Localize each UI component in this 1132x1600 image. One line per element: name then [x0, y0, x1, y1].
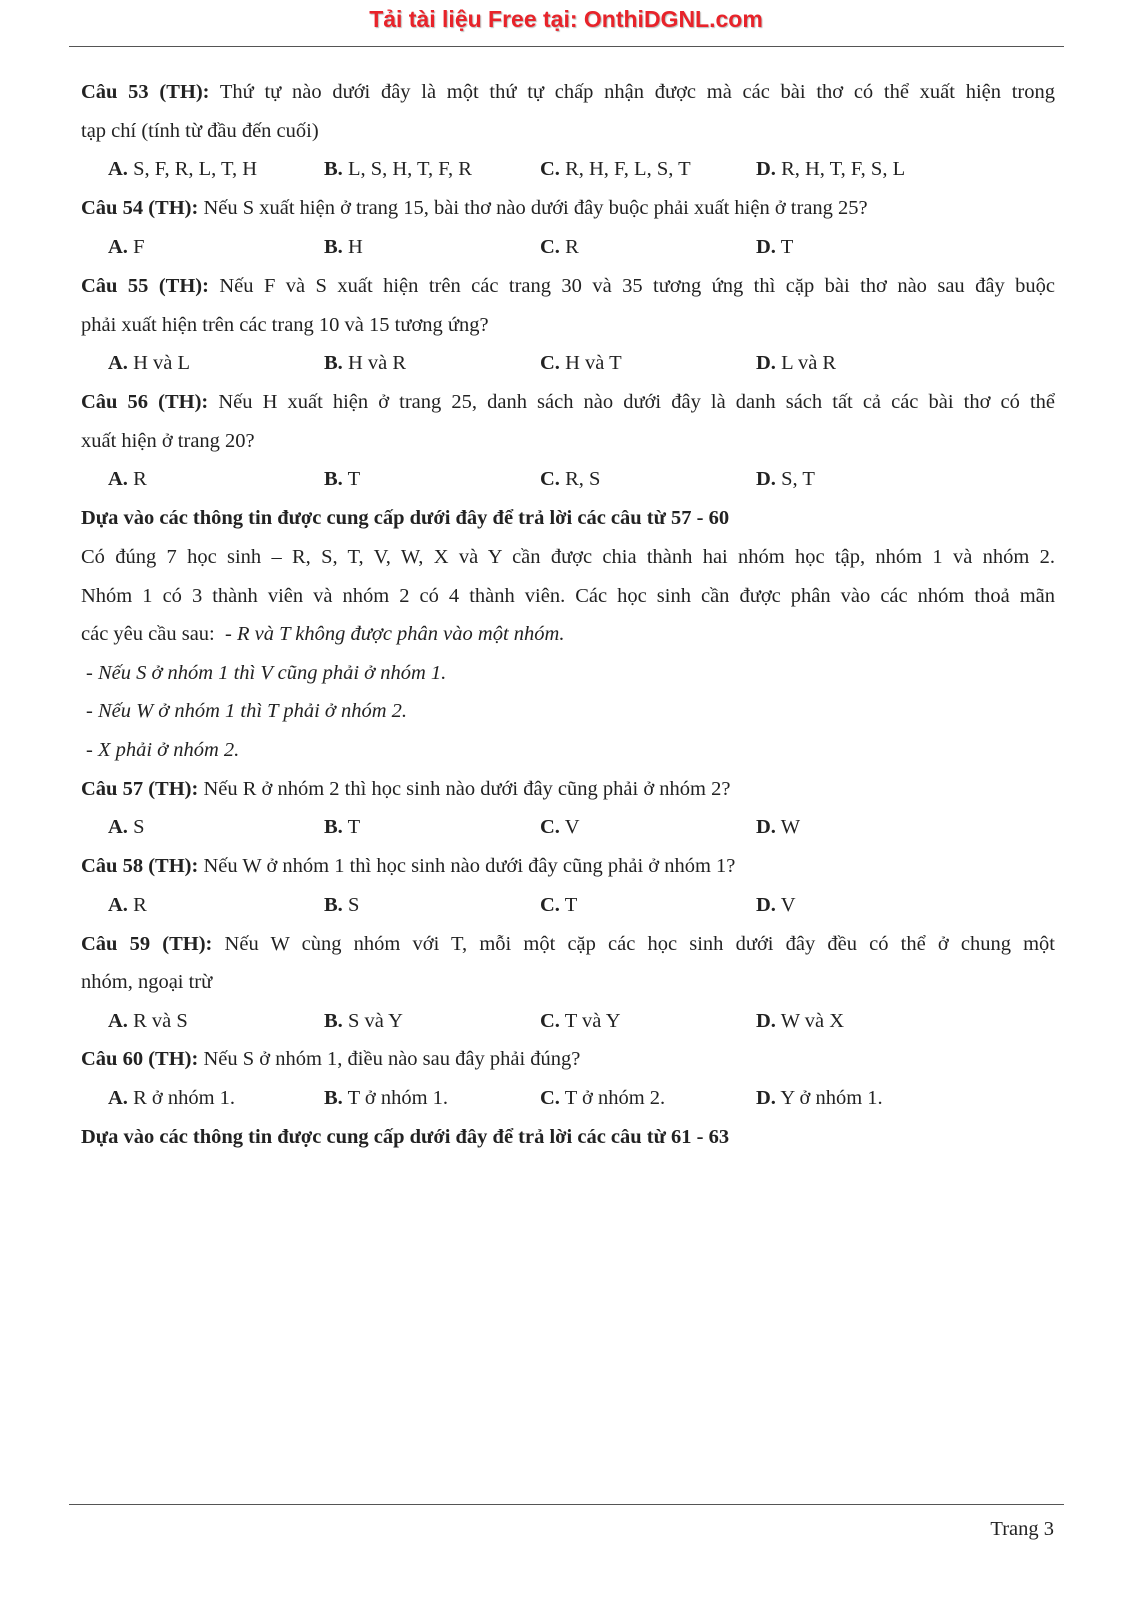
rule-item: - Nếu S ở nhóm 1 thì V cũng phải ở nhóm 1. — [86, 662, 447, 684]
page-number: Trang 3 — [990, 1518, 1054, 1540]
option-d: D. T — [756, 236, 794, 258]
option-d: D. R, H, T, F, S, L — [756, 158, 906, 180]
option-b: B. T — [324, 468, 361, 490]
rule-item: - Nếu W ở nhóm 1 thì T phải ở nhóm 2. — [86, 700, 408, 722]
question-label: Câu 60 (TH): — [81, 1048, 199, 1070]
question-text: Nếu H xuất hiện ở trang 25, danh sách nào dưới đây là danh sách tất cả các bài thơ có thể — [218, 391, 1055, 413]
question-text-continued: nhóm, ngoại trừ — [81, 971, 213, 993]
option-b: B. H — [324, 236, 363, 258]
passage-line: Nhóm 1 có 3 thành viên và nhóm 2 có 4 thành viên. Các học sinh cần được phân vào các nhóm thoả mãn — [81, 585, 1055, 607]
question-text: Nếu S ở nhóm 1, điều nào sau đây phải đúng? — [203, 1048, 581, 1070]
question-text: Thứ tự nào dưới đây là một thứ tự chấp nhận được mà các bài thơ có thể xuất hiện trong — [219, 81, 1055, 103]
option-a: A. R và S — [108, 1010, 188, 1032]
question-label: Câu 54 (TH): — [81, 197, 199, 219]
option-a: A. R — [108, 468, 147, 490]
option-a: A. R ở nhóm 1. — [108, 1087, 236, 1109]
question-57 — [81, 776, 1055, 802]
question-text: Nếu S xuất hiện ở trang 15, bài thơ nào dưới đây buộc phải xuất hiện ở trang 25? — [203, 197, 868, 219]
question-58 — [81, 853, 1055, 879]
option-c: C. R — [540, 236, 579, 258]
option-c: C. R, S — [540, 468, 601, 490]
option-c: C. H và T — [540, 352, 622, 374]
question-text: Nếu R ở nhóm 2 thì học sinh nào dưới đây cũng phải ở nhóm 2? — [203, 778, 731, 800]
option-b: B. T — [324, 816, 361, 838]
question-text: Nếu W ở nhóm 1 thì học sinh nào dưới đây cũng phải ở nhóm 1? — [203, 855, 736, 877]
question-60 — [81, 1046, 1055, 1072]
rule-item: - R và T không được phân vào một nhóm. — [225, 623, 565, 645]
option-a: A. H và L — [108, 352, 190, 374]
option-b: B. S — [324, 894, 360, 916]
rule-item: - X phải ở nhóm 2. — [86, 739, 240, 761]
option-c: C. R, H, F, L, S, T — [540, 158, 691, 180]
question-59 — [81, 931, 1055, 957]
option-c: C. V — [540, 816, 580, 838]
question-label: Câu 55 (TH): — [81, 275, 209, 297]
question-text-continued: tạp chí (tính từ đầu đến cuối) — [81, 120, 319, 142]
option-b: B. S và Y — [324, 1010, 403, 1032]
option-c: C. T ở nhóm 2. — [540, 1087, 666, 1109]
question-label: Câu 58 (TH): — [81, 855, 199, 877]
option-c: C. T — [540, 894, 578, 916]
option-d: D. S, T — [756, 468, 815, 490]
question-label: Câu 57 (TH): — [81, 778, 199, 800]
question-56 — [81, 389, 1055, 415]
header-divider — [69, 46, 1064, 47]
passage-line: Có đúng 7 học sinh – R, S, T, V, W, X và Y cần được chia thành hai nhóm học tập, nhóm 1 và nhóm 2. — [81, 546, 1055, 568]
question-text: Nếu F và S xuất hiện trên các trang 30 và 35 tương ứng thì cặp bài thơ nào sau đây buộc — [219, 275, 1055, 297]
passage-line: các yêu cầu sau: - R và T không được phân vào một nhóm. — [81, 623, 565, 645]
question-label: Câu 53 (TH): — [81, 81, 210, 103]
option-d: D. W và X — [756, 1010, 845, 1032]
section-heading: Dựa vào các thông tin được cung cấp dưới đây để trả lời các câu từ 61 - 63 — [81, 1126, 730, 1148]
question-label: Câu 59 (TH): — [81, 933, 213, 955]
option-d: D. V — [756, 894, 796, 916]
option-d: D. Y ở nhóm 1. — [756, 1087, 883, 1109]
option-a: A. F — [108, 236, 145, 258]
question-text-continued: xuất hiện ở trang 20? — [81, 430, 255, 452]
question-text-continued: phải xuất hiện trên các trang 10 và 15 tương ứng? — [81, 314, 489, 336]
question-55 — [81, 273, 1055, 299]
option-d: D. L và R — [756, 352, 837, 374]
option-b: B. T ở nhóm 1. — [324, 1087, 449, 1109]
option-b: B. L, S, H, T, F, R — [324, 158, 472, 180]
question-53 — [81, 79, 1055, 105]
footer-divider — [69, 1504, 1064, 1505]
option-a: A. S, F, R, L, T, H — [108, 158, 258, 180]
option-a: A. S — [108, 816, 145, 838]
option-b: B. H và R — [324, 352, 407, 374]
question-54 — [81, 195, 1055, 221]
site-header-title: Tải tài liệu Free tại: OnthiDGNL.com — [369, 6, 763, 32]
option-c: C. T và Y — [540, 1010, 621, 1032]
question-label: Câu 56 (TH): — [81, 391, 209, 413]
section-heading: Dựa vào các thông tin được cung cấp dưới đây để trả lời các câu từ 57 - 60 — [81, 507, 730, 529]
question-text: Nếu W cùng nhóm với T, mỗi một cặp các học sinh dưới đây đều có thể ở chung một — [224, 933, 1056, 955]
option-a: A. R — [108, 894, 147, 916]
option-d: D. W — [756, 816, 801, 838]
